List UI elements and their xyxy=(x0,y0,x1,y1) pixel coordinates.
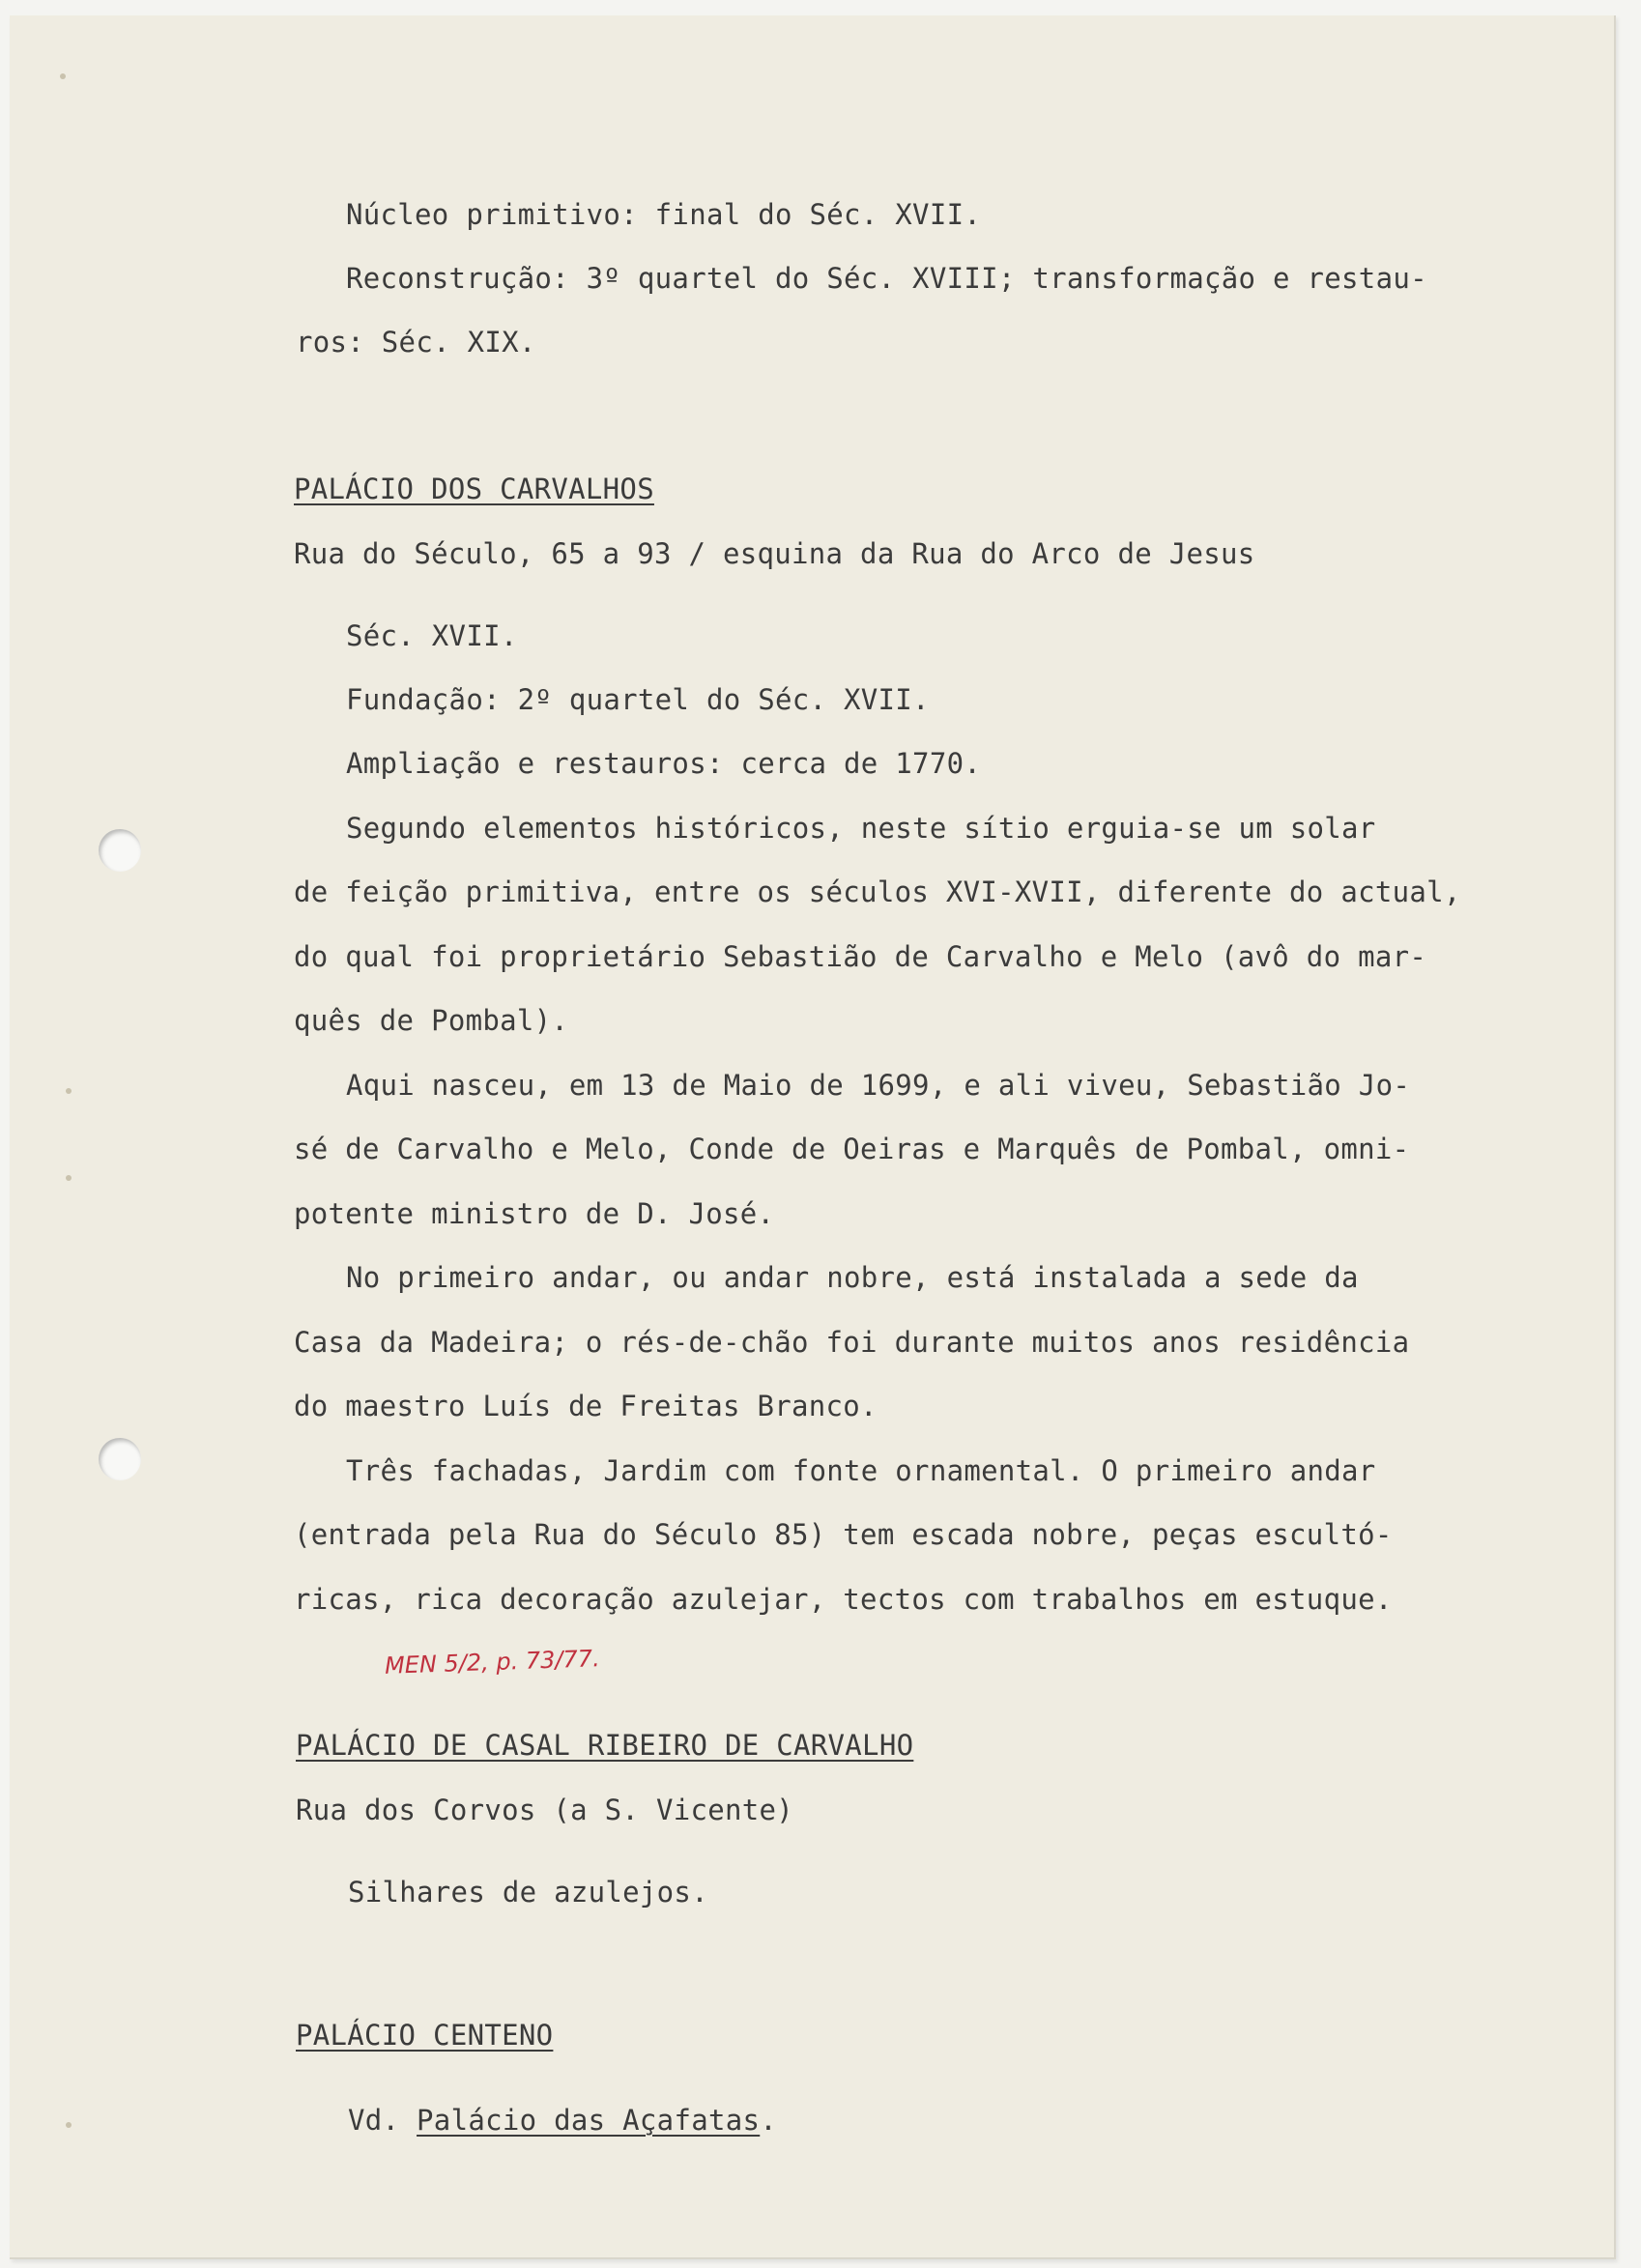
section-heading: PALÁCIO DE CASAL RIBEIRO DE CARVALHO xyxy=(296,1729,914,1762)
section-heading: PALÁCIO DOS CARVALHOS xyxy=(294,473,654,505)
text-line: ricas, rica decoração azulejar, tectos com trabalhos em estuque. xyxy=(294,1583,1393,1616)
text-line: Três fachadas, Jardim com fonte ornamental. O primeiro andar xyxy=(346,1454,1376,1487)
text-line: Séc. XVII. xyxy=(346,619,518,652)
text-line: (entrada pela Rua do Século 85) tem escada nobre, peças escultó- xyxy=(294,1518,1393,1551)
handwritten-note: MEN 5/2, p. 73/77. xyxy=(384,1645,601,1679)
section-heading: PALÁCIO CENTENO xyxy=(296,2019,554,2052)
punch-hole xyxy=(99,829,141,872)
text-line: Núcleo primitivo: final do Séc. XVII. xyxy=(346,198,982,231)
text-line: Segundo elementos históricos, neste sítio erguia-se um solar xyxy=(346,812,1376,845)
paper-speck xyxy=(66,1088,72,1094)
text-line: do maestro Luís de Freitas Branco. xyxy=(294,1390,878,1422)
paper-speck xyxy=(60,73,66,79)
paper-speck xyxy=(66,1175,72,1181)
address-line: Rua dos Corvos (a S. Vicente) xyxy=(296,1794,794,1826)
text-line: quês de Pombal). xyxy=(294,1004,569,1037)
paper-speck xyxy=(66,2122,72,2128)
text-line: do qual foi proprietário Sebastião de Carvalho e Melo (avô do mar- xyxy=(294,940,1427,973)
text-line: sé de Carvalho e Melo, Conde de Oeiras e Marquês de Pombal, omni- xyxy=(294,1133,1410,1165)
text-line: de feição primitiva, entre os séculos XVI-XVII, diferente do actual, xyxy=(294,876,1461,908)
text-line: Reconstrução: 3º quartel do Séc. XVIII; transformação e restau- xyxy=(346,262,1427,295)
punch-hole xyxy=(99,1438,141,1480)
cross-reference-line xyxy=(348,2103,777,2138)
text-line: Casa da Madeira; o rés-de-chão foi durante muitos anos residência xyxy=(294,1326,1410,1359)
text-line: Ampliação e restauros: cerca de 1770. xyxy=(346,747,982,780)
text-line: ros: Séc. XIX. xyxy=(296,326,536,359)
text-line: No primeiro andar, ou andar nobre, está instalada a sede da xyxy=(346,1261,1359,1294)
address-line: Rua do Século, 65 a 93 / esquina da Rua do Arco de Jesus xyxy=(294,537,1255,570)
text-line: Fundação: 2º quartel do Séc. XVII. xyxy=(346,683,930,716)
cross-reference-title: Palácio das Açafatas xyxy=(417,2104,761,2137)
text-line: Aqui nasceu, em 13 de Maio de 1699, e ali viveu, Sebastião Jo- xyxy=(346,1069,1411,1102)
cross-reference-prefix: Vd. xyxy=(348,2104,417,2137)
cross-reference-period: . xyxy=(760,2104,778,2137)
text-line: potente ministro de D. José. xyxy=(294,1197,775,1230)
text-line: Silhares de azulejos. xyxy=(348,1876,708,1909)
